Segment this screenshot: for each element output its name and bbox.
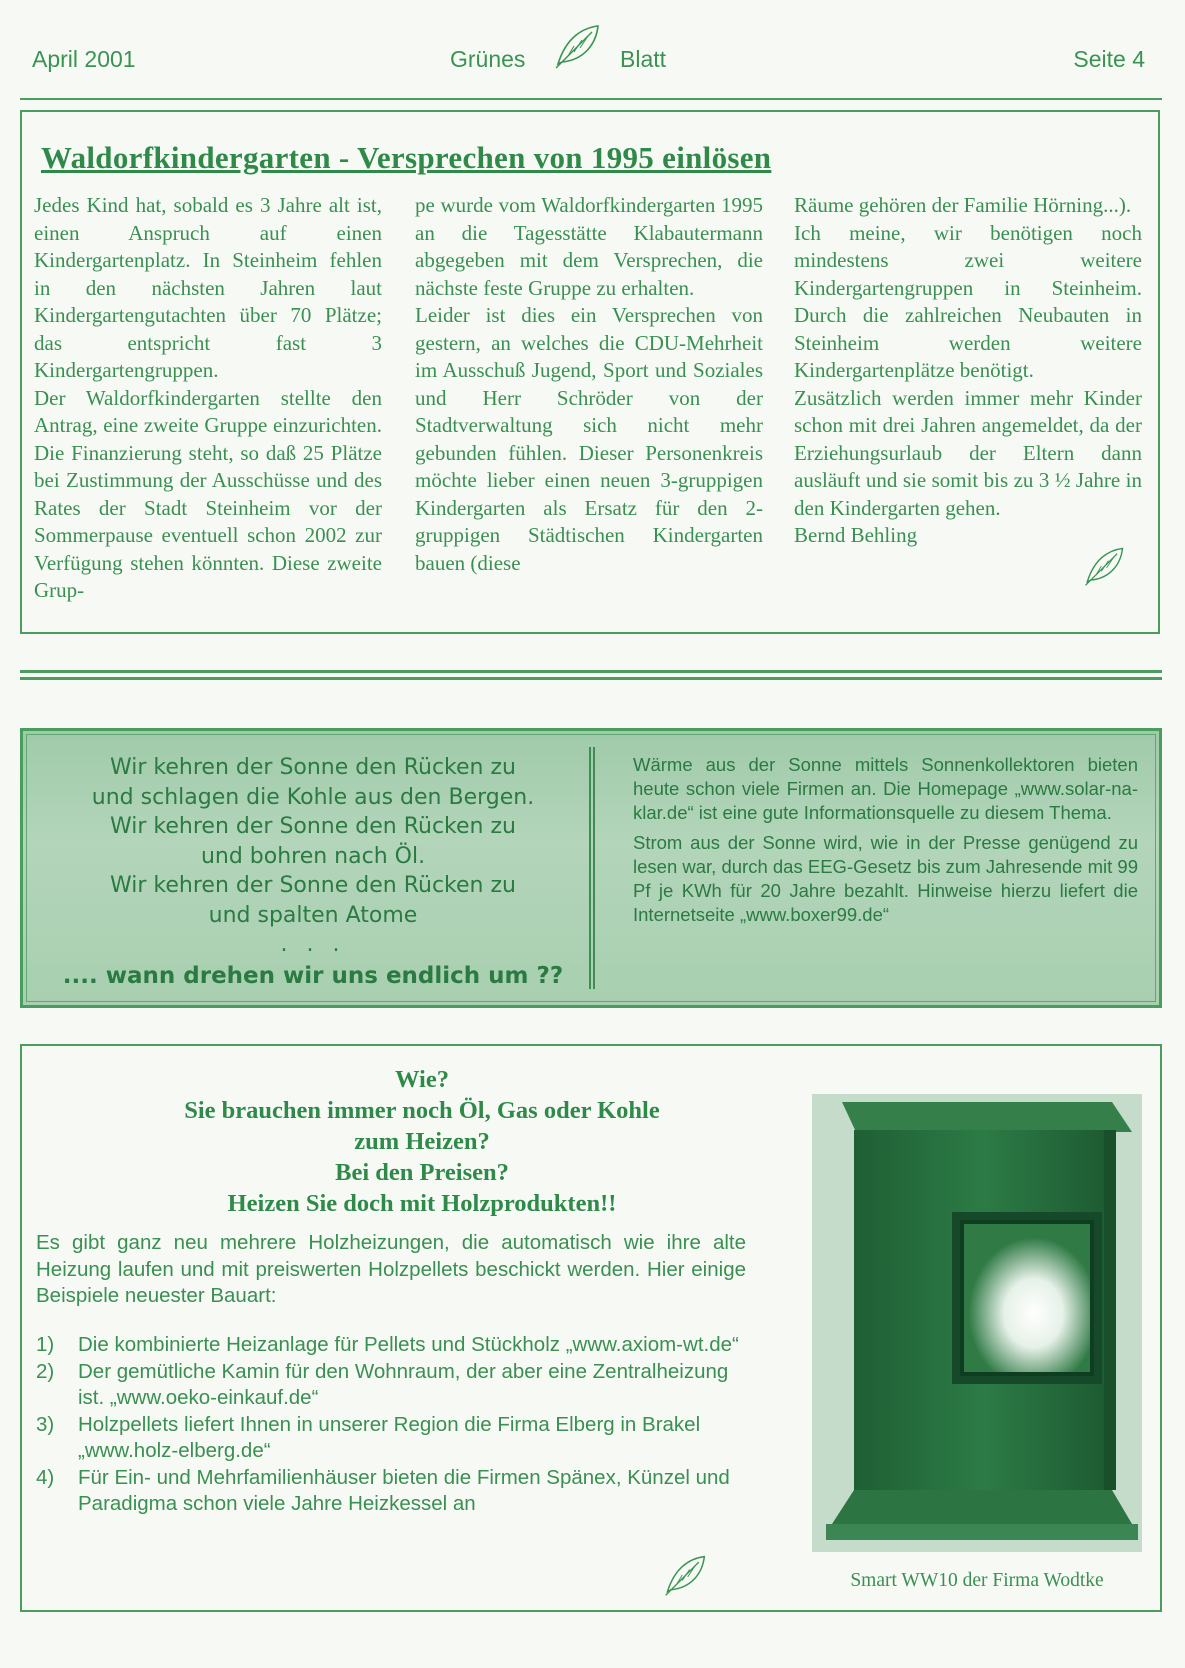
list-number: 3) [36, 1412, 55, 1436]
paragraph: Räume gehören der Familie Hörning...). [794, 193, 1132, 217]
list-number: 2) [36, 1359, 55, 1383]
paragraph: Strom aus der Sonne wird, wie in der Presse genügend zu lesen war, durch das EEG-Gesetz bis zum Jahresende mit 99 Pf je KWh für 20 Jahre bezahlt. Hinweise hierzu liefert die Internetseite „www.boxer99.de“ [633, 832, 1138, 925]
poem-line: Wir kehren der Sonne den Rücken zu [110, 873, 516, 898]
article-holzheizung [20, 1044, 1162, 1612]
article-heading [82, 1064, 762, 1219]
list-item [36, 1359, 746, 1412]
solar-info-text [633, 753, 1138, 933]
heading-line: Bei den Preisen? [335, 1159, 509, 1186]
poem-final-line: .... wann drehen wir uns endlich um ?? [62, 962, 564, 989]
poem-ellipsis: . . . [280, 932, 346, 957]
poem-line: Wir kehren der Sonne den Rücken zu [110, 814, 516, 839]
list-text: Holzpellets liefert Ihnen in unserer Region die Firma Elberg in Brakel „www.holz-elberg.de“ [78, 1412, 701, 1462]
poem-line: und schlagen die Kohle aus den Bergen. [91, 784, 535, 810]
column-divider [589, 747, 595, 989]
paragraph: Wärme aus der Sonne mittels Sonnenkollektoren bieten heute schon viele Firmen an. Die Homepage „www.solar-na-klar.de“ ist eine gute Informationsquelle zu diesem Thema. [633, 754, 1138, 823]
section-rule [20, 670, 1162, 673]
page-number: Seite 4 [1073, 46, 1145, 72]
header-date: April 2001 [32, 46, 136, 72]
stove-photo [812, 1094, 1142, 1552]
masthead-name-right: Blatt [620, 46, 667, 72]
intro-paragraph: Es gibt ganz neu mehrere Holzheizungen, die automatisch wie ihre alte Heizung laufen und mit preiswerten Holzpellets beschickt werden. Hier einige Beispiele neuester Bauart: [36, 1231, 746, 1307]
photo-caption: Smart WW10 der Firma Wodtke [850, 1570, 1104, 1591]
article-column-2 [415, 192, 763, 577]
article-column-1 [34, 192, 382, 605]
list-number: 1) [36, 1333, 55, 1356]
list-item [36, 1465, 746, 1518]
leaf-icon [552, 22, 602, 70]
list-text: Die kombinierte Heizanlage für Pellets und Stückholz „www.axiom-wt.de“ [78, 1333, 739, 1356]
article-title: Waldorfkindergarten - Versprechen von 1995 einlösen [41, 140, 772, 175]
heading-line: Sie brauchen immer noch Öl, Gas oder Kohle [184, 1097, 660, 1124]
leaf-icon [662, 1552, 708, 1598]
list-text: Der gemütliche Kamin für den Wohnraum, der aber eine Zentralheizung ist. „www.oeko-einkauf.de“ [78, 1359, 729, 1409]
quote-poem [53, 753, 573, 991]
list-number: 4) [36, 1465, 55, 1489]
masthead-name-left: Grünes [450, 46, 526, 72]
article-column-3 [794, 192, 1142, 550]
list-item [36, 1332, 746, 1359]
article-waldorfkindergarten [20, 110, 1160, 634]
paragraph: pe wurde vom Waldorfkindergarten 1995 an die Tagesstätte Klabautermann abgegeben mit dem Versprechen, die nächste feste Gruppe zu erhalten. [415, 193, 763, 300]
paragraph: Jedes Kind hat, sobald es 3 Jahre alt ist, einen Anspruch auf einen Kindergartenplatz. In Steinheim fehlen in den nächsten Jahren laut Kindergartengutachten über 70 Plätze; das entspricht fast 3 Kindergartengruppen. [34, 193, 382, 382]
heading-line: zum Heizen? [354, 1128, 490, 1155]
list-item [36, 1412, 746, 1465]
poem-line: und spalten Atome [208, 902, 418, 928]
section-rule [20, 677, 1162, 680]
paragraph: Leider ist dies ein Versprechen von gestern, an welches die CDU-Mehrheit im Ausschuß Jugend, Sport und Soziales und Herr Schröder von der Stadtverwaltung sich nicht mehr gebunden fühlen. Dieser Personenkreis möchte lieber einen neuen 3-gruppigen Kindergarten als Ersatz für den 2-gruppigen Städtischen Kindergarten bauen (diese [415, 303, 763, 575]
poem-line: Wir kehren der Sonne den Rücken zu [110, 755, 516, 780]
header-rule [20, 98, 1162, 100]
examples-list [36, 1332, 746, 1518]
heading-line: Wie? [395, 1066, 449, 1093]
heading-line: Heizen Sie doch mit Holzprodukten!! [227, 1190, 617, 1217]
poem-line: und bohren nach Öl. [200, 843, 426, 869]
solar-quote-box [20, 728, 1162, 1008]
paragraph: Ich meine, wir benötigen noch mindestens zwei weitere Kindergartengruppen in Steinheim. Durch die zahlreichen Neubauten in Steinheim werden weitere Kindergartenplätze benötigt. [794, 220, 1142, 382]
paragraph: Der Waldorfkindergarten stellte den Antrag, eine zweite Gruppe einzurichten. Die Finanzierung steht, so daß 25 Plätze bei Zustimmung der Ausschüsse und des Rates der Stadt Steinheim vor der Sommerpause eventuell schon 2002 zur Verfügung stehen könnten. Diese zweite Grup- [34, 385, 382, 602]
list-text: Für Ein- und Mehrfamilienhäuser bieten die Firmen Spänex, Künzel und Paradigma schon viele Jahre Heizkessel an [78, 1465, 730, 1515]
paragraph: Zusätzlich werden immer mehr Kinder schon mit drei Jahren angemeldet, da der Erziehungsurlaub der Eltern dann ausläuft und sie somit bis zu 3 ½ Jahre in den Kindergarten gehen. [794, 385, 1142, 520]
author-signature: Bernd Behling [794, 523, 918, 547]
leaf-icon [1082, 544, 1126, 588]
